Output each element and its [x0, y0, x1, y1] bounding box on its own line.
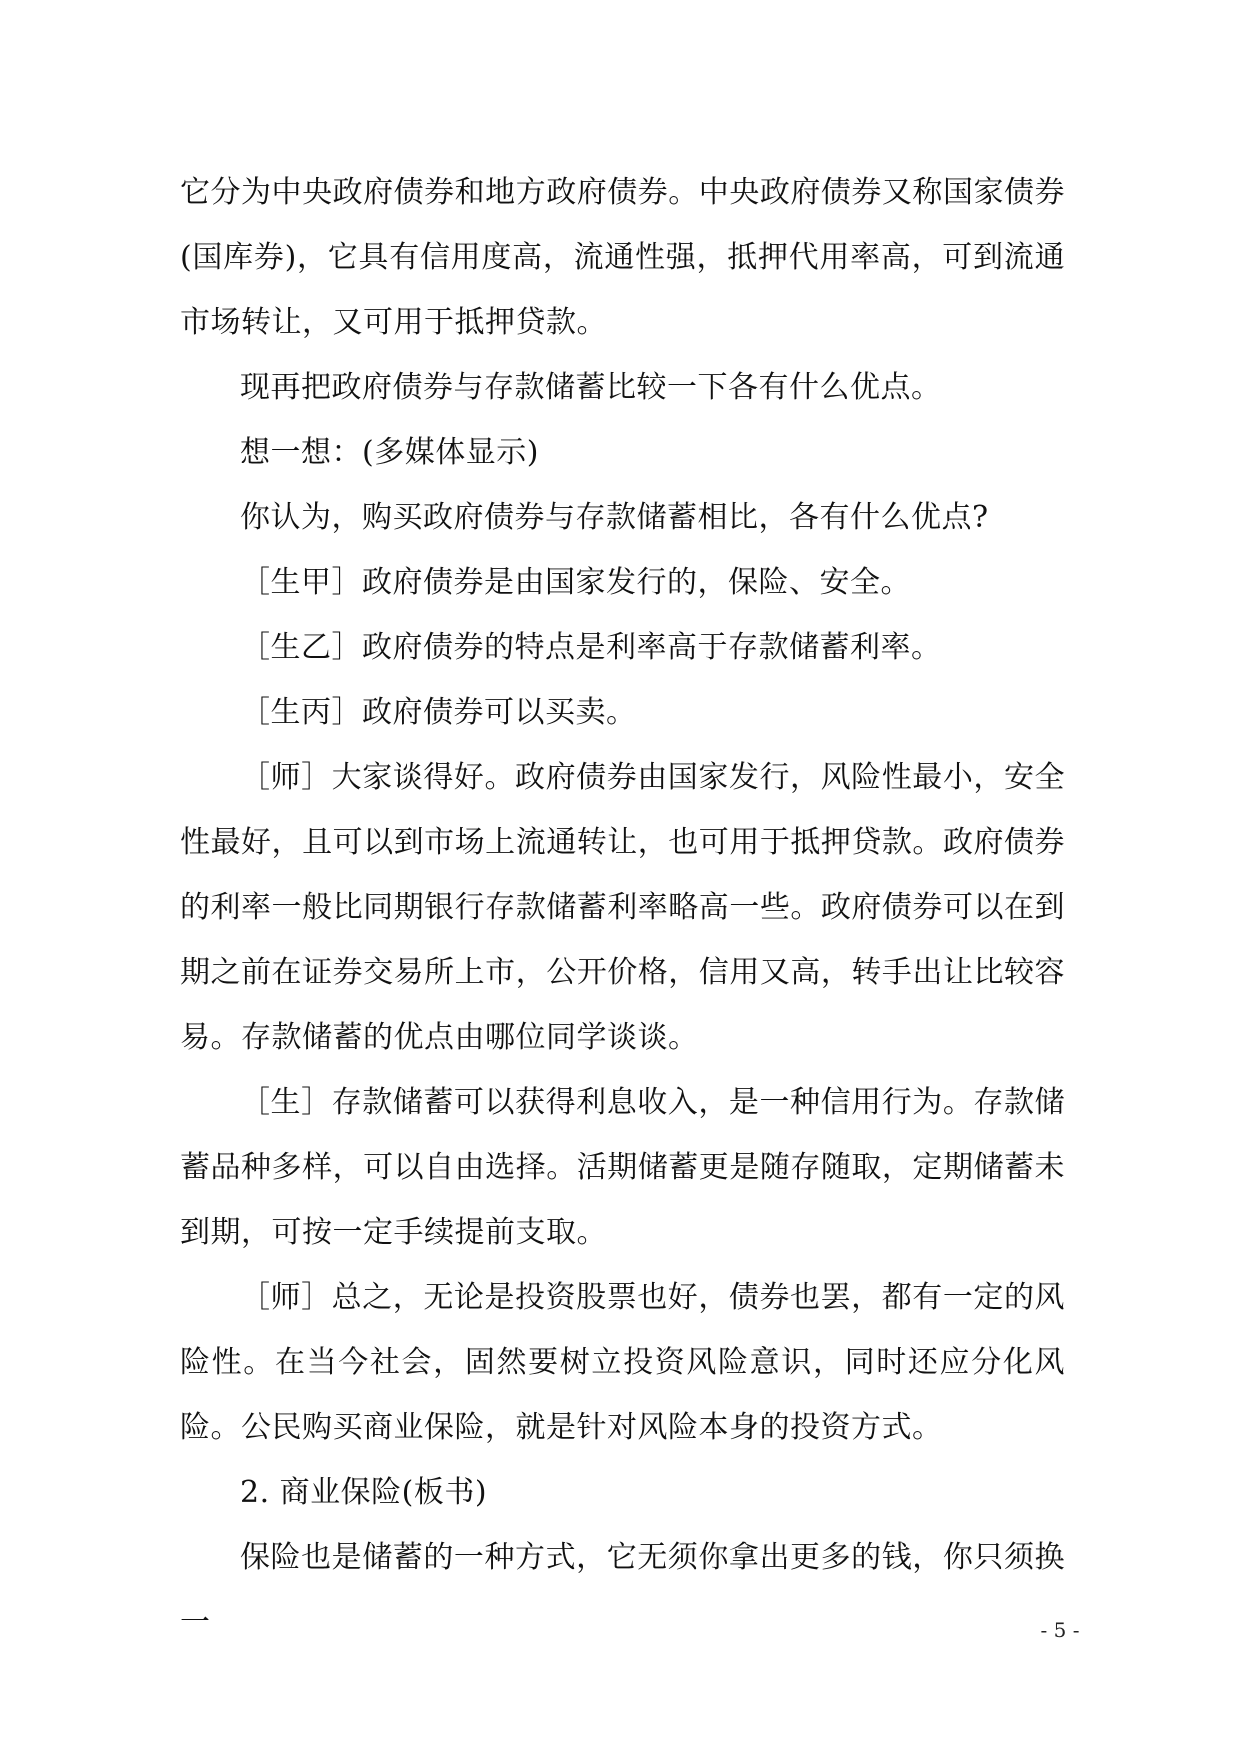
document-body — [180, 160, 1065, 1655]
page-number: - 5 - — [1040, 1618, 1080, 1642]
paragraph-teacher-summary: ［师］总之，无论是投资股票也好，债券也罢，都有一定的风险性。在当今社会，固然要树立投资风险意识，同时还应分化风险。公民购买商业保险，就是针对风险本身的投资方式。 — [180, 1280, 1065, 1445]
paragraph-think-prompt: 想一想：(多媒体显示) — [240, 435, 539, 470]
section-heading-commercial-insurance: 2. 商业保险(板书) — [240, 1475, 488, 1510]
paragraph-teacher-response: ［师］大家谈得好。政府债券由国家发行，风险性最小，安全性最好，且可以到市场上流通转让，也可用于抵押贷款。政府债券的利率一般比同期银行存款储蓄利率略高一些。政府债券可以在到期之前在证券交易所上市，公开价格，信用又高，转手出让比较容易。存款储蓄的优点由哪位同学谈谈。 — [180, 760, 1065, 1055]
paragraph-student-response: ［生］存款储蓄可以获得利息收入，是一种信用行为。存款储蓄品种多样，可以自由选择。活期储蓄更是随存随取，定期储蓄未到期，可按一定手续提前支取。 — [180, 1085, 1065, 1250]
paragraph-insurance-intro: 保险也是储蓄的一种方式，它无须你拿出更多的钱，你只须换一 — [180, 1540, 1065, 1640]
paragraph-comparison-intro: 现再把政府债券与存款储蓄比较一下各有什么优点。 — [240, 370, 942, 405]
paragraph-continuation: 它分为中央政府债券和地方政府债券。中央政府债券又称国家债券(国库券)，它具有信用度高，流通性强，抵押代用率高，可到流通市场转让，又可用于抵押贷款。 — [180, 175, 1065, 340]
paragraph-student-b: ［生乙］政府债券的特点是利率高于存款储蓄利率。 — [240, 630, 942, 665]
paragraph-student-c: ［生丙］政府债券可以买卖。 — [240, 695, 637, 730]
paragraph-question: 你认为，购买政府债券与存款储蓄相比，各有什么优点? — [240, 500, 989, 535]
paragraph-student-a: ［生甲］政府债券是由国家发行的，保险、安全。 — [240, 565, 911, 600]
